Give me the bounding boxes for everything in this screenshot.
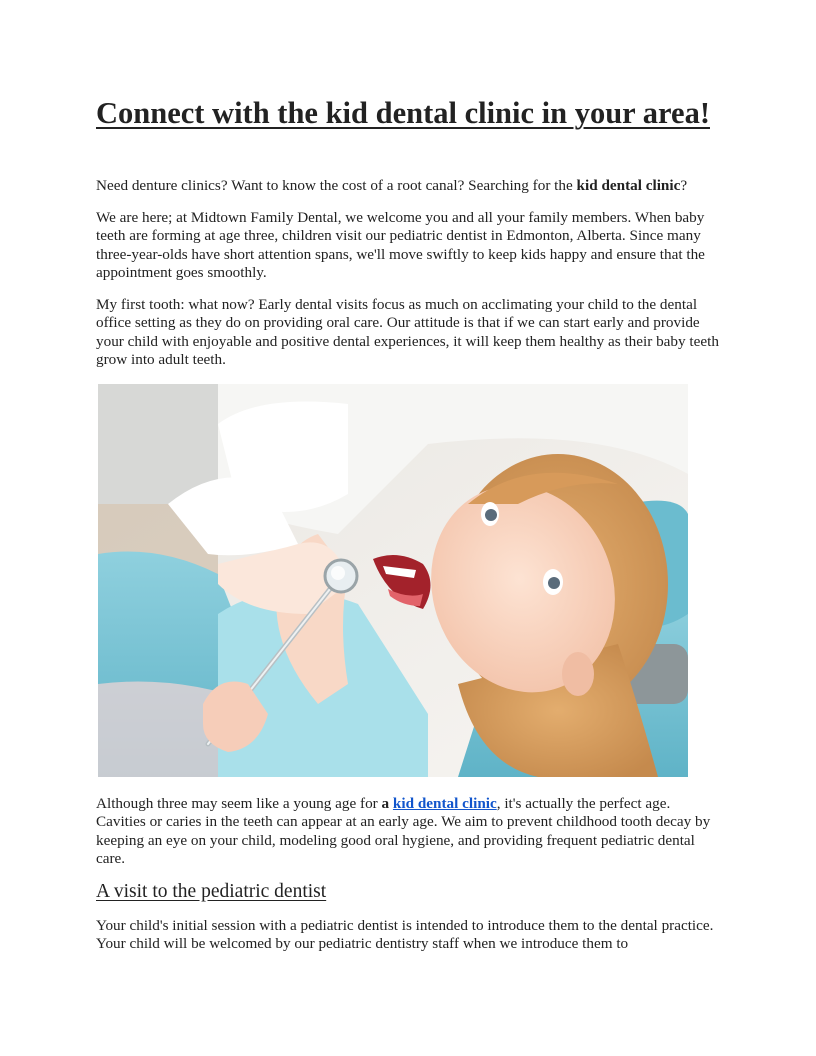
intro-text-end: ? [680,177,688,194]
intro-paragraph [96,177,687,195]
first-tooth-paragraph: My first tooth: what now? Early dental visits focus as much on acclimating your child to the dental office setting as they do on providing oral care. Our attitude is that if we can start early and provide your child with enjoyable and positive dental experiences, it will keep them healthy as their baby teeth grow into adult teeth. [96,296,719,368]
bold-article: a [381,795,390,812]
welcome-paragraph: We are here; at Midtown Family Dental, we welcome you and all your family members. When baby teeth are forming at age three, children visit our pediatric dentist in Edmonton, Alberta. Since many three-year-olds have short attention spans, we'll move swiftly to keep kids happy and ensure that the appointment goes smoothly. [96,209,705,281]
perfect-age-text: Although three may seem like a young age for [96,795,382,812]
intro-text: Need denture clinics? Want to know the cost of a root canal? Searching for the [96,177,577,194]
perfect-age-text-end: , it's actually the perfect age. Cavities or caries in the teeth can appear at an early age. We aim to prevent childhood tooth decay by keeping an eye on your child, modeling good oral hygiene, and providing frequent pediatric dental care. [96,795,711,867]
section-heading-visit: A visit to the pediatric dentist [96,881,327,902]
kid-dental-clinic-link[interactable]: kid dental clinic [392,795,497,812]
perfect-age-paragraph [96,795,720,868]
page-title: Connect with the kid dental clinic in your area! [96,96,710,130]
child-dental-photo [98,384,688,777]
initial-session-paragraph: Your child's initial session with a pediatric dentist is intended to introduce them to the dental practice. Your child will be welcomed by our pediatric dentistry staff when we introduce them to [96,917,714,953]
intro-bold-keyword: kid dental clinic [576,177,681,194]
child-dental-illustration [98,384,688,777]
